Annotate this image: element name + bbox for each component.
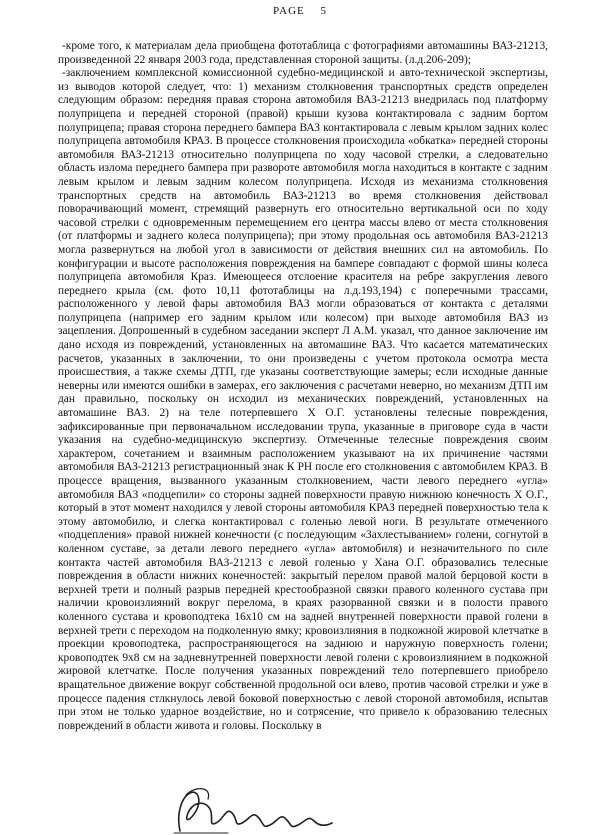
page-header [0,5,600,17]
page-number: 5 [320,5,327,17]
paragraph-expert-conclusion: -заключением комплексной комиссионной судебно-медицинской и авто-технической экспертизы, из выводов которой следует, что: 1) механизм столкновения транспортных средств определен следующим образом: передняя правая сторона автомобиля ВАЗ-21213 внедрилась под платформу полуприцепа и передней стороной (правой) крыши кузова контактировала с задним бортом полуприцепа; правая сторона переднего бампера ВАЗ контактировала с левым крылом задних колес полуприцепа автомобиля КРАЗ. В процессе столкновения происходила «обкатка» передней стороны автомобиля ВАЗ-21213 относительно полуприцепа по ходу часовой стрелки, а следовательно область излома переднего бампера при развороте автомобиля могла находиться в контакте с задним левым крылом и левым задним колесом полуприцепа. Исходя из механизма столкновения транспортных средств на автомобиль ВАЗ-21213 во время столкновения действовал поворачивающий момент, стремящий развернуть его относительно вертикальной оси по ходу часовой стрелки с одновременным перемещением его центра массы влево от места столкновения (от платформы и заднего колеса полуприцепа); при этому продольная ось автомобиля ВАЗ-21213 могла развернуться на любой угол в зависимости от действия внешних сил на автомобиль. По конфигурации и высоте расположения повреждения на бампере совпадают с формой шины колеса полуприцепа автомобиля Краз. Имеющееся отслоение красителя на ребре закругления левого переднего крыла (см. фото 10,11 фототаблицы на л.д.193,194) с поперечными трассами, расположенного у левой фары автомобиля ВАЗ могли образоваться от контакта с деталями полуприцепа (например его задним крылом или колесом) при выходе автомобиля ВАЗ из зацепления. Допрошенный в судебном заседании эксперт Л А.М. указал, что данное заключение им дано исходя из повреждений, установленных на автомашине ВАЗ. Что касается математических расчетов, указанных в заключении, то они произведены с учетом протокола осмотра места происшествия, а также схемы ДТП, где указаны соответствующие замеры; если исходные данные неверны или имеются ошибки в замерах, его заключения с расчетами неверно, но механизм ДТП им дан правильно, поскольку он исходил из механических повреждений, установленных на автомашине ВАЗ. 2) на теле потерпевшего Х О.Г. установлены телесные повреждения, зафиксированные при первоначальном исследовании трупа, указанные в приговоре суда в части указания на судебно-медицинскую экспертизу. Отмеченные телесные повреждения своим характером, сочетанием и взаимным расположением указывают на их причинение частями автомобиля ВАЗ-21213 регистрационный знак К РН после его столкновения с автомобилем КРАЗ. В процессе вращения, вызванного указанным столкновением, части левого переднего «угла» автомобиля ВАЗ «подцепили» со стороны задней поверхности правую нижнюю конечность Х О.Г., который в этот момент находился у левой стороны автомобиля КРАЗ передней поверхностью тела к этому автомобилю, и слегка контактировал с голенью левой ноги. В результате отмеченного «подцепления» правой нижней конечности (с последующим «Захлестыванием» голени, согнутой в коленном суставе, за детали левого переднего «угла» автомобиля) и незначительного по силе контакта частей автомобиля ВАЗ-21213 с левой голенью у Хана О.Г. образовались телесные повреждения в области нижних конечностей: закрытый перелом правой малой берцовой кости в верхней трети и полный разрыв передней крестообразной связки правого коленного сустава при наличии кровоизлияний вокруг перелома, в краях разорванной связки и в полости правого коленного сустава и кровоподтека 16х10 см на задней внутренней поверхности правой голени в верхней трети с переходом на подколенную ямку; кровоизлияния в подкожной жировой клетчатке в проекции кровоподтека, распространяющегося на заднюю и наружную поверхность голени; кровоподтек 9х8 см на задневнутренней поверхности левой голени с кровоизлиянием в подкожной жировой клетчатке. После получения указанных повреждений тело потерпевшего приобрело вращательное движение вокруг собственной продольной оси влево, против часовой стрелки и уже в процессе падения стлкнулось левой боковой поверхностью с левой стороной автомобиля, испытав при этом не только ударное воздействие, но и сотрясение, что привело к образованию телесных повреждений в области живота и головы. Поскольку в [58,67,548,732]
paragraph-phototable: -кроме того, к материалам дела приобщена фототаблица с фотографиями автомашины ВАЗ-21213, произведенной 22 января 2003 года, представленная стороной защиты. (л.д.206-209); [58,40,548,66]
handwritten-signature [168,783,338,835]
document-body [58,40,548,733]
page-label: PAGE [273,5,305,17]
